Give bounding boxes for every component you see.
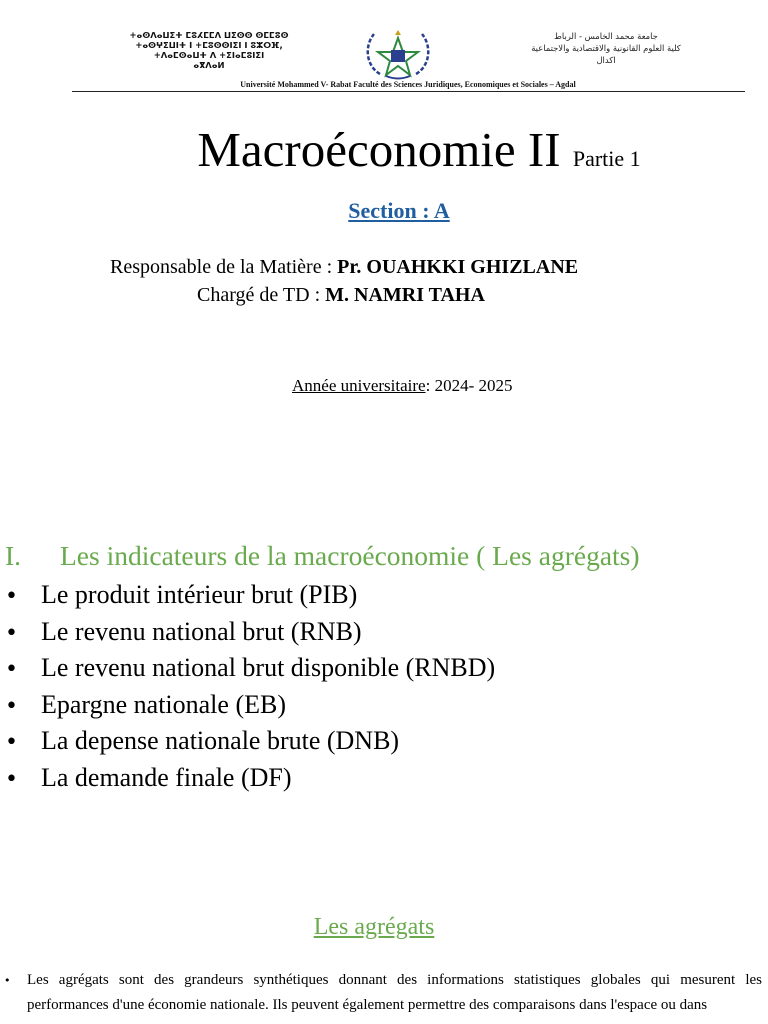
university-faculty-line: Université Mohammed V- Rabat Faculté des Sciences Juridiques, Economiques et Sociales – Agdal <box>240 80 576 89</box>
charge-td-line <box>197 284 485 307</box>
title-part: Partie 1 <box>572 146 641 171</box>
charge-td-label: Chargé de TD : <box>197 284 326 306</box>
bullet-icon: • <box>4 974 11 987</box>
section-label: Section : A <box>348 198 450 223</box>
document-header <box>70 22 746 94</box>
section-heading <box>5 540 640 572</box>
list-item-text: Le revenu national brut disponible (RNBD) <box>41 653 496 683</box>
list-item-text: Le revenu national brut (RNB) <box>41 616 362 646</box>
page-title <box>0 118 768 191</box>
list-item-text: La depense nationale brute (DNB) <box>41 726 400 756</box>
university-emblem-icon <box>358 26 438 82</box>
bullet-icon: • <box>5 693 18 719</box>
bullet-icon: • <box>5 730 18 756</box>
list-item <box>5 724 495 761</box>
bullet-icon: • <box>5 766 18 792</box>
agregats-title: Les agrégats <box>313 914 435 940</box>
annee-value: : 2024- 2025 <box>425 376 513 395</box>
responsable-line <box>110 256 578 279</box>
bullet-icon: • <box>5 584 18 609</box>
list-item-text: Epargne nationale (EB) <box>41 689 286 719</box>
tifinagh-university-name: +ⴰⵙⴷⴰⵡⵉⵜ ⵎⵓⵃⵎⵎⴷ ⵡⵉⵙⵙ ⵙⵎⵎⵓⵙ +ⴰⵙⵖⵉⵡⵏⵜ ⵏ +ⵎⵓⵙⵙⵏⵉⵏ ⵏ ⵓⵣⵔⴼ, +ⴷⴰⵎⵙⴰⵡⵜ ⴷ +ⵉⵏⴰⵎⵓⵏⵉⵏ ⴰⴳⴷⴰⵍ <box>129 30 289 70</box>
bullet-icon: • <box>5 657 18 683</box>
responsable-label: Responsable de la Matière : <box>110 256 338 278</box>
paragraph-text: Les agrégats sont des grandeurs synthétiques donnant des informations statistiques globales qui mesurent les performances d'une économie nationale. Ils peuvent également permettre des comparaisons dans l'espace ou dans <box>27 972 762 1013</box>
heading-number: I. <box>5 540 22 571</box>
annee-universitaire <box>292 376 512 396</box>
list-item <box>5 761 495 798</box>
agregats-paragraph <box>4 968 762 1018</box>
agregats-list <box>5 578 495 798</box>
list-item <box>5 651 495 688</box>
arabic-university-name: جامعة محمد الخامس - الرباط كلية العلوم القانونية والاقتصادية والاجتماعية اكدال <box>531 31 681 65</box>
responsable-name: Pr. OUAHKKI GHIZLANE <box>337 256 579 278</box>
charge-td-name: M. NAMRI TAHA <box>325 284 485 306</box>
list-item-text: La demande finale (DF) <box>41 762 292 792</box>
list-item <box>5 688 495 725</box>
list-item-text: Le produit intérieur brut (PIB) <box>41 580 358 609</box>
bullet-icon: • <box>5 620 18 646</box>
heading-text: Les indicateurs de la macroéconomie ( Les agrégats) <box>60 540 640 571</box>
list-item <box>5 578 495 615</box>
header-divider <box>72 91 745 92</box>
list-item <box>5 615 495 652</box>
annee-label: Année universitaire <box>292 376 426 395</box>
title-main: Macroéconomie II <box>197 122 561 177</box>
